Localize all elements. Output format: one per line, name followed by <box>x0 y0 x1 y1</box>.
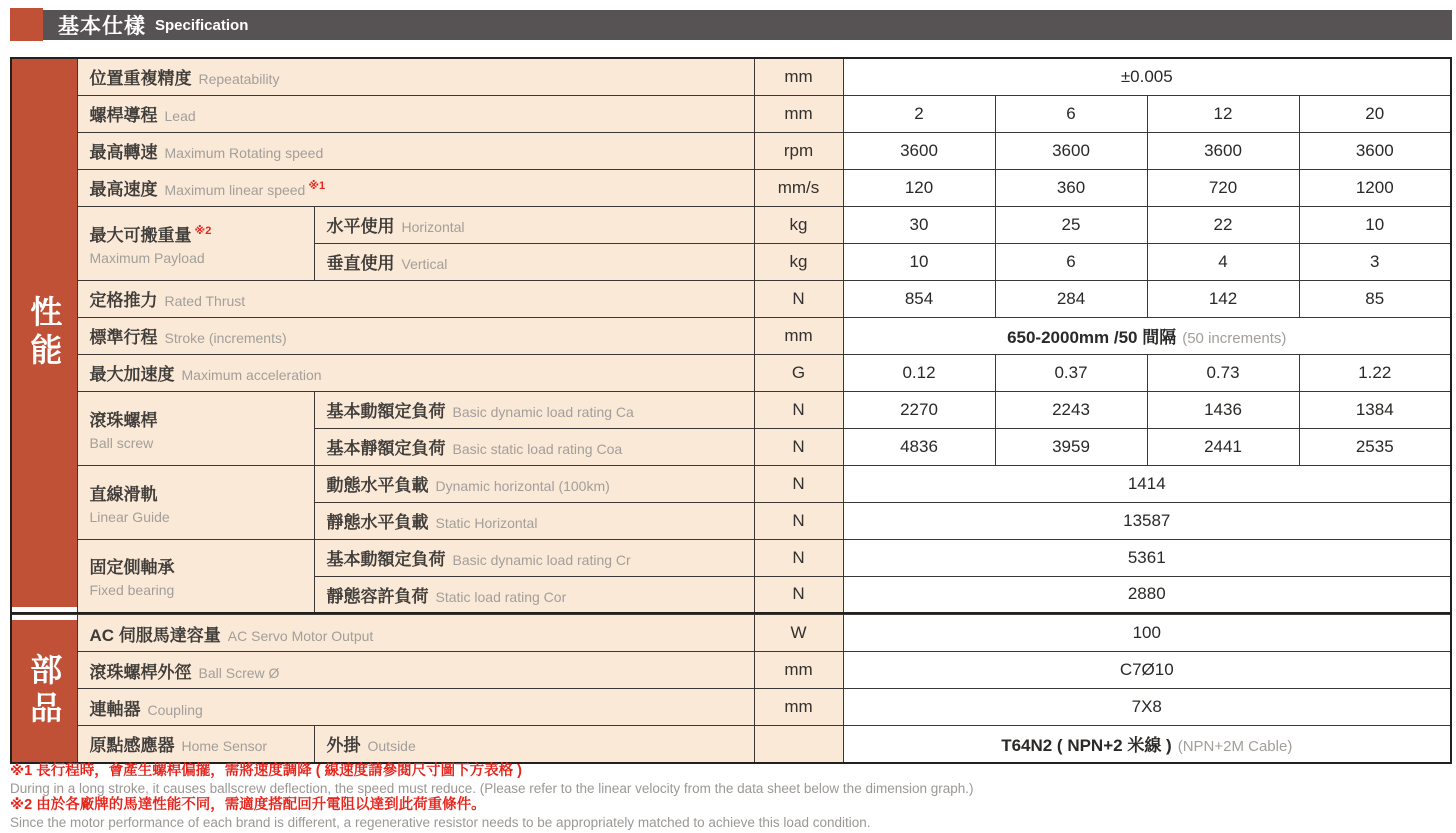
section-header <box>10 8 1452 41</box>
value-cell: 2880 <box>843 576 1451 613</box>
value-cell: 1414 <box>843 465 1451 502</box>
unit-cell: N <box>754 576 843 613</box>
unit-cell: mm/s <box>754 169 843 206</box>
row-ball-screw-od-label <box>77 652 754 689</box>
label-zh: 基本靜額定負荷 <box>326 439 446 458</box>
table-row <box>11 465 1451 502</box>
value-cell: 2441 <box>1147 428 1299 465</box>
table-row <box>11 58 1451 95</box>
label-zh: 靜態水平負載 <box>326 513 429 532</box>
value-cell: 1200 <box>1299 169 1451 206</box>
label-zh: 直線滑軌 <box>89 484 158 504</box>
value-cell: 20 <box>1299 95 1451 132</box>
label-en: Outside <box>367 738 416 755</box>
value-cell: 4 <box>1147 243 1299 280</box>
table-row <box>11 132 1451 169</box>
sub-label-dynamic-ca <box>314 391 754 428</box>
home-sensor-value: T64N2 ( NPN+2 米線 ) <box>1001 736 1172 756</box>
value-cell: 0.73 <box>1147 354 1299 391</box>
parts-section-table <box>10 614 1452 764</box>
row-stroke-label <box>77 317 754 354</box>
footnotes <box>10 763 1450 831</box>
sub-label-dynamic-cr <box>314 539 754 576</box>
value-cell: 2270 <box>843 391 995 428</box>
spec-table <box>10 57 1450 764</box>
table-row <box>11 689 1451 726</box>
unit-cell: N <box>754 465 843 502</box>
page-title-zh: 基本仕樣 <box>58 15 146 38</box>
value-cell: 0.37 <box>995 354 1147 391</box>
table-row <box>11 539 1451 576</box>
unit-cell: N <box>754 280 843 317</box>
page-title-en: Specification <box>155 16 249 34</box>
table-row <box>11 726 1451 763</box>
value-cell: 3600 <box>1299 132 1451 169</box>
label-en: Horizontal <box>401 219 465 235</box>
row-max-rotating-label <box>77 132 754 169</box>
value-cell: 1436 <box>1147 391 1299 428</box>
label-en: Maximum Payload <box>89 249 205 266</box>
table-row <box>11 652 1451 689</box>
value-cell: 3959 <box>995 428 1147 465</box>
footnote-mark-2: ※2 <box>194 225 212 238</box>
value-cell: 10 <box>843 243 995 280</box>
value-cell: 142 <box>1147 280 1299 317</box>
label-en: Coupling <box>147 701 203 718</box>
value-cell: 5361 <box>843 539 1451 576</box>
label-zh: 最大可搬重量 <box>89 225 192 245</box>
value-cell: 12 <box>1147 95 1299 132</box>
value-cell: 854 <box>843 280 995 317</box>
label-zh: 最高速度 <box>89 180 158 199</box>
value-cell: 284 <box>995 280 1147 317</box>
value-cell: 4836 <box>843 428 995 465</box>
label-en: Static Horizontal <box>435 515 538 531</box>
value-cell: 1384 <box>1299 391 1451 428</box>
value-cell: 6 <box>995 95 1147 132</box>
label-en: Maximum acceleration <box>181 367 322 383</box>
table-row <box>11 206 1451 243</box>
label-zh: 位置重複精度 <box>89 69 192 89</box>
unit-cell: rpm <box>754 132 843 169</box>
value-cell: 22 <box>1147 206 1299 243</box>
sub-label-static-horizontal <box>314 502 754 539</box>
footnote-2-en: Since the motor performance of each brand is different, a regenerative resistor needs to be appropriately matched to achieve this load condition. <box>10 815 871 830</box>
label-en: Fixed bearing <box>89 582 175 599</box>
unit-cell <box>754 726 843 763</box>
row-lead-label <box>77 95 754 132</box>
home-sensor-value-en: (NPN+2M Cable) <box>1177 738 1293 756</box>
label-en: Lead <box>164 108 196 124</box>
sub-label-static-cor <box>314 576 754 613</box>
stroke-value: 650-2000mm /50 間隔 <box>1007 328 1177 347</box>
label-en: Rated Thrust <box>164 293 246 309</box>
table-row <box>11 95 1451 132</box>
group-max-payload-label <box>77 206 314 280</box>
row-max-acceleration-label <box>77 354 754 391</box>
label-zh: 動態水平負載 <box>326 476 429 495</box>
value-cell: 3600 <box>1147 132 1299 169</box>
value-cell: 0.12 <box>843 354 995 391</box>
footnote-1-zh: ※1 長行程時，會產生螺桿偏擺，需將速度調降 ( 線速度請參閱尺寸圖下方表格 ) <box>10 763 522 779</box>
label-en: Basic dynamic load rating Ca <box>452 404 634 420</box>
sub-label-dynamic-horizontal <box>314 465 754 502</box>
label-zh: 螺桿導程 <box>89 106 158 125</box>
section-label-performance: 性能 <box>26 295 63 371</box>
unit-cell: kg <box>754 206 843 243</box>
label-zh: 水平使用 <box>326 217 395 236</box>
table-row <box>11 317 1451 354</box>
label-zh: 最高轉速 <box>89 143 158 162</box>
section-label-parts: 部品 <box>26 652 63 729</box>
row-repeatability-label <box>77 58 754 95</box>
accent-square <box>10 8 43 41</box>
label-en: Vertical <box>401 256 448 272</box>
value-cell: 1.22 <box>1299 354 1451 391</box>
row-coupling-label <box>77 689 754 726</box>
unit-cell: mm <box>754 689 843 726</box>
value-cell: 25 <box>995 206 1147 243</box>
label-zh: 最大加速度 <box>89 365 175 384</box>
header-bar <box>43 10 1452 40</box>
value-cell: 10 <box>1299 206 1451 243</box>
table-row <box>11 615 1451 652</box>
value-cell: 6 <box>995 243 1147 280</box>
label-zh: 垂直使用 <box>326 254 395 273</box>
unit-cell: mm <box>754 95 843 132</box>
label-zh: 標準行程 <box>89 328 158 347</box>
unit-cell: W <box>754 615 843 652</box>
table-row <box>11 354 1451 391</box>
table-row <box>11 169 1451 206</box>
group-fixed-bearing-label <box>77 539 314 613</box>
value-cell: 720 <box>1147 169 1299 206</box>
row-max-linear-label <box>77 169 754 206</box>
unit-cell: mm <box>754 652 843 689</box>
unit-cell: N <box>754 502 843 539</box>
label-zh: 基本動額定負荷 <box>326 550 446 569</box>
footnote-1-en: During in a long stroke, it causes ballscrew deflection, the speed must reduce. (Please refer to the linear velocity from the data sheet below the dimension graph.) <box>10 781 974 796</box>
label-en: Dynamic horizontal (100km) <box>435 478 610 494</box>
row-servo-output-label <box>77 615 754 652</box>
footnote-2-zh: ※2 由於各廠牌的馬達性能不同，需適度搭配回升電阻以達到此荷重條件。 <box>10 797 486 813</box>
footnote-mark-1: ※1 <box>308 179 326 192</box>
group-linear-guide-label <box>77 465 314 539</box>
sub-label-vertical <box>314 243 754 280</box>
value-cell <box>843 317 1451 354</box>
label-en: Basic dynamic load rating Cr <box>452 552 631 568</box>
value-cell: 13587 <box>843 502 1451 539</box>
unit-cell: N <box>754 539 843 576</box>
value-cell: 120 <box>843 169 995 206</box>
value-cell: 7X8 <box>843 689 1451 726</box>
section-strip-performance <box>11 58 77 613</box>
label-en: Basic static load rating Coa <box>452 441 623 457</box>
value-cell: 3600 <box>995 132 1147 169</box>
section-strip-parts <box>11 615 77 763</box>
value-cell: 2243 <box>995 391 1147 428</box>
sub-label-outside <box>314 726 754 763</box>
label-en: Stroke (increments) <box>164 330 287 346</box>
value-cell: 2 <box>843 95 995 132</box>
row-rated-thrust-label <box>77 280 754 317</box>
label-zh: 滾珠螺桿 <box>89 410 158 430</box>
value-cell: 3600 <box>843 132 995 169</box>
label-zh: 滾珠螺桿外徑 <box>89 662 192 682</box>
label-en: Maximum linear speed <box>164 182 306 198</box>
unit-cell: N <box>754 391 843 428</box>
label-en: Static load rating Cor <box>435 588 567 605</box>
unit-cell: G <box>754 354 843 391</box>
stroke-value-en: (50 increments) <box>1182 330 1287 347</box>
label-en: AC Servo Motor Output <box>227 627 374 644</box>
table-row <box>11 280 1451 317</box>
unit-cell: kg <box>754 243 843 280</box>
label-zh: 靜態容許負荷 <box>326 586 429 606</box>
label-zh: 固定側軸承 <box>89 558 175 578</box>
label-zh: 原點感應器 <box>89 736 175 756</box>
label-zh: 連軸器 <box>89 699 141 719</box>
performance-section-table <box>10 57 1452 614</box>
sub-label-horizontal <box>314 206 754 243</box>
value-cell: 30 <box>843 206 995 243</box>
label-zh: 定格推力 <box>89 291 158 310</box>
label-en: Ball screw <box>89 434 154 451</box>
label-zh: 基本動額定負荷 <box>326 402 446 421</box>
label-en: Linear Guide <box>89 508 170 525</box>
value-cell: C7Ø10 <box>843 652 1451 689</box>
value-cell: 100 <box>843 615 1451 652</box>
label-en: Maximum Rotating speed <box>164 145 324 161</box>
value-cell: 85 <box>1299 280 1451 317</box>
label-zh: AC 伺服馬達容量 <box>89 625 221 645</box>
unit-cell: mm <box>754 58 843 95</box>
value-cell: 2535 <box>1299 428 1451 465</box>
group-ball-screw-label <box>77 391 314 465</box>
value-cell: 360 <box>995 169 1147 206</box>
label-zh: 外掛 <box>326 736 361 756</box>
sub-label-static-coa <box>314 428 754 465</box>
table-row <box>11 391 1451 428</box>
label-en: Home Sensor <box>181 738 268 755</box>
unit-cell: N <box>754 428 843 465</box>
row-home-sensor-label <box>77 726 314 763</box>
unit-cell: mm <box>754 317 843 354</box>
label-en: Repeatability <box>198 71 280 88</box>
value-cell: ±0.005 <box>843 58 1451 95</box>
value-cell: 3 <box>1299 243 1451 280</box>
value-cell <box>843 726 1451 763</box>
label-en: Ball Screw Ø <box>198 664 280 681</box>
